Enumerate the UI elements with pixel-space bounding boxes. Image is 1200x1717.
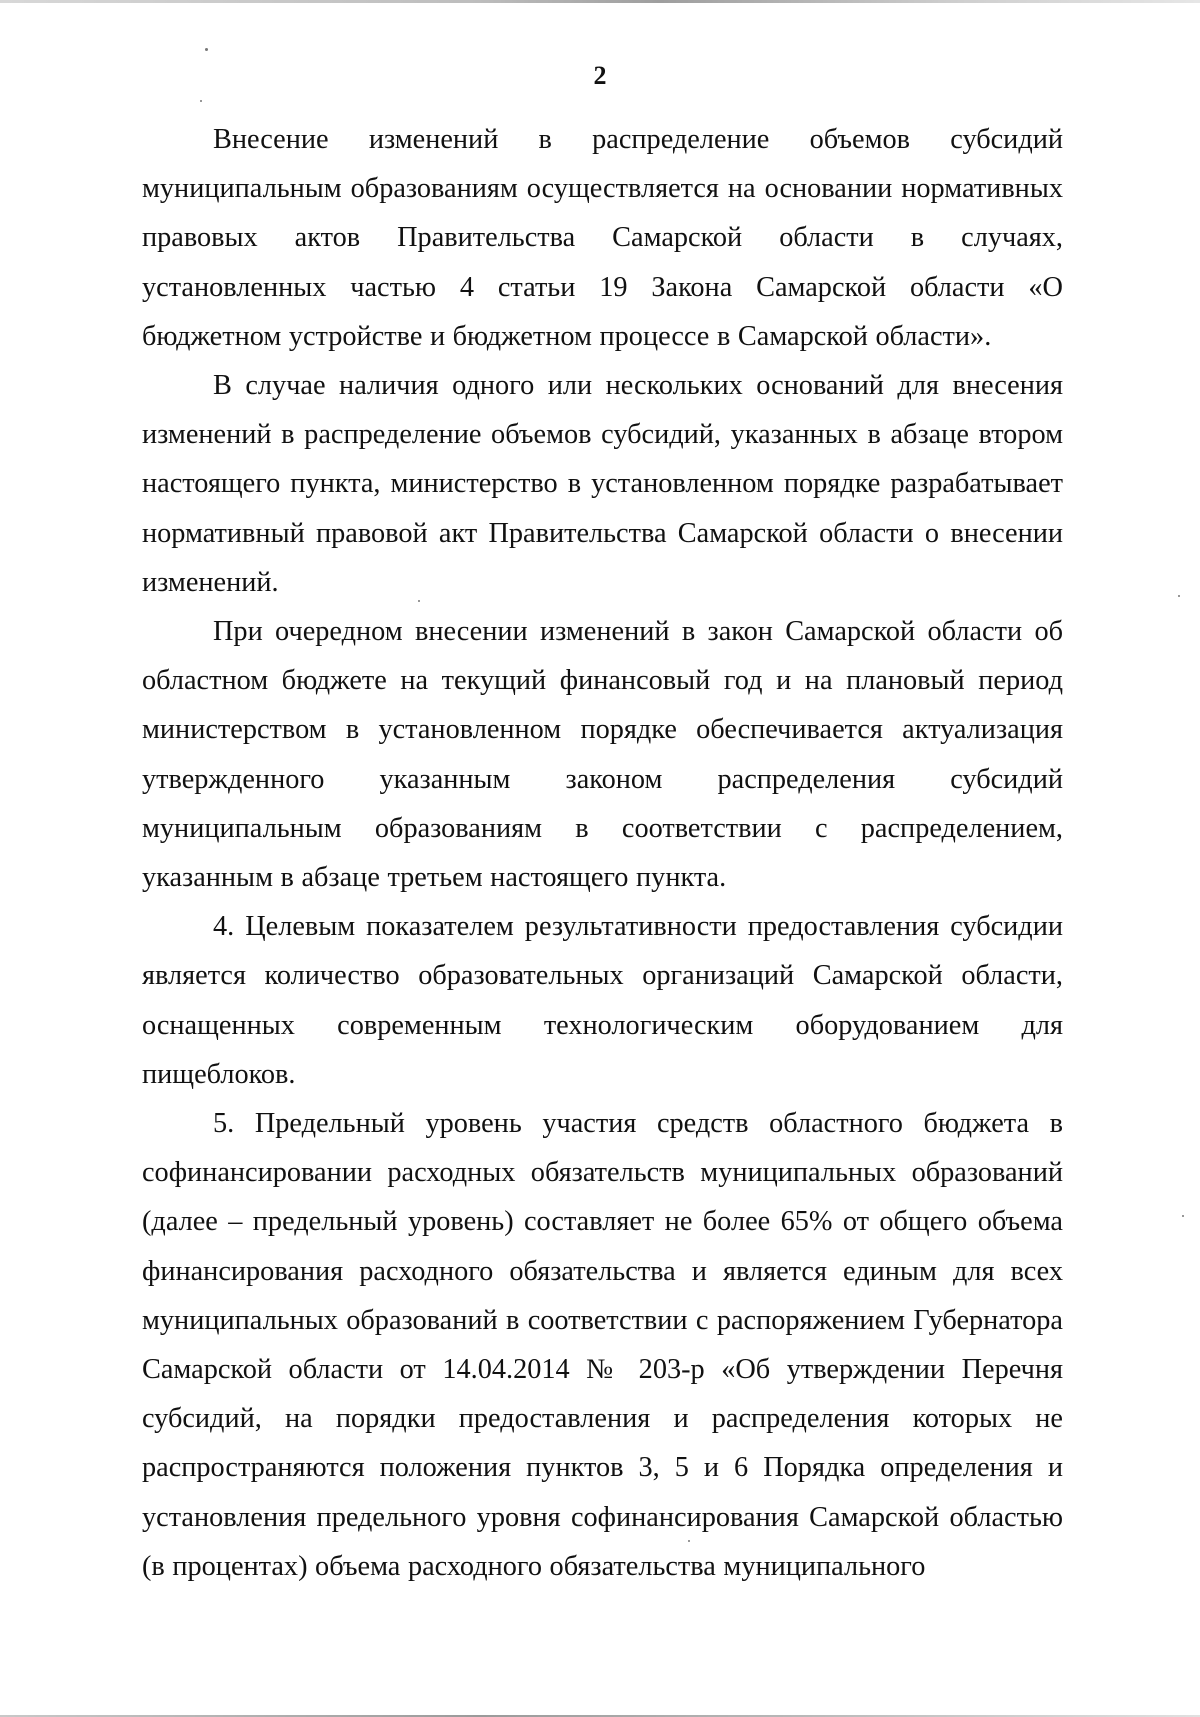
scan-speck xyxy=(200,100,202,102)
scan-speck xyxy=(418,600,420,602)
page-number: 2 xyxy=(593,61,607,90)
paragraph-budget-law-update: При очередном внесении изменений в закон Самарской области об областном бюджете на текущий финансовый год и на плановый период министерством в установленном порядке обеспечивается актуализация утвержденного указанным законом распределения субсидий муниципальным образованиям в соответствии с распределением, указанным в абзаце третьем настоящего пункта. xyxy=(142,616,1063,894)
scan-speck xyxy=(688,1540,690,1542)
document-body xyxy=(142,115,1063,1591)
scan-speck xyxy=(1178,595,1180,597)
paragraph-amendments-procedure: В случае наличия одного или нескольких оснований для внесения изменений в распределение объемов субсидий, указанных в абзаце втором настоящего пункта, министерство в установленном порядке разрабатывает нормативный правовой акт Правительства Самарской области о внесении изменений. xyxy=(142,370,1063,598)
paragraph-target-indicator: 4. Целевым показателем результативности предоставления субсидии является количество образовательных организаций Самарской области, оснащенных современным технологическим оборудованием для пищеблоков. xyxy=(142,911,1063,1090)
paragraph-cofinancing-limit: 5. Предельный уровень участия средств областного бюджета в софинансировании расходных обязательств муниципальных образований (далее – предельный уровень) составляет не более 65% от общего объема финансирования расходного обязательства и является единым для всех муниципальных образований в соответствии с распоряжением Губернатора Самарской области от 14.04.2014 № 203-р «Об утверждении Перечня субсидий, на порядки предоставления и распределения которых не распространяются положения пунктов 3, 5 и 6 Порядка определения и установления предельного уровня софинансирования Самарской областью (в процентах) объема расходного обязательства муниципального xyxy=(142,1108,1063,1582)
paragraph-amendments-basis: Внесение изменений в распределение объемов субсидий муниципальным образованиям осуществляется на основании нормативных правовых актов Правительства Самарской области в случаях, установленных частью 4 статьи 19 Закона Самарской области «О бюджетном устройстве и бюджетном процессе в Самарской области». xyxy=(142,124,1063,352)
scan-speck xyxy=(205,48,208,51)
scan-edge-top xyxy=(0,0,1200,3)
scan-speck xyxy=(1182,1215,1184,1217)
